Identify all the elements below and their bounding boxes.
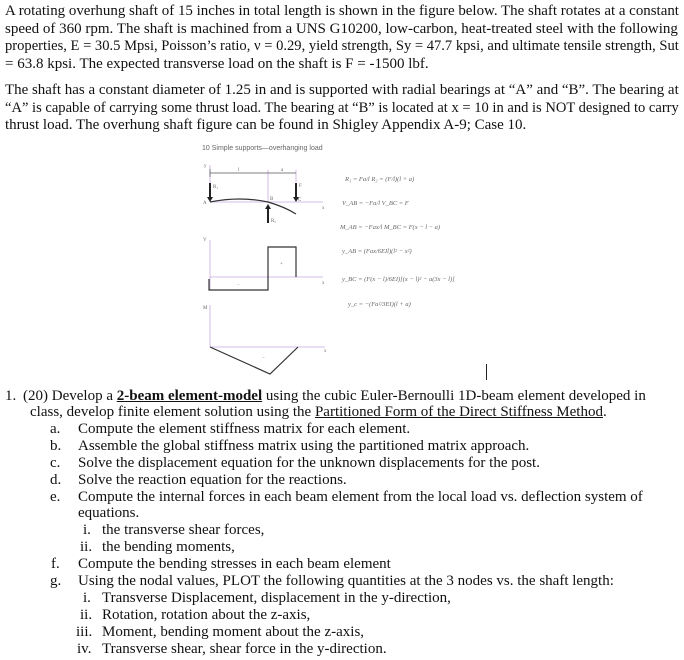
- force-label: F: [299, 184, 302, 189]
- item-e-text-cont: equations.: [78, 505, 140, 521]
- item-e-ii-text: the bending moments,: [102, 539, 235, 555]
- y-axis-label: y: [204, 164, 207, 169]
- length-l-label: l: [238, 168, 240, 173]
- intro-line-1: A rotating overhung shaft of 15 inches in total length is shown in the figure below. The shaft rotates at a constant: [5, 3, 679, 19]
- point-c-label: C: [298, 198, 302, 203]
- problem-points: (20): [23, 388, 48, 404]
- item-g-i-label: i.: [83, 590, 91, 606]
- item-g-iv-label: iv.: [77, 641, 92, 657]
- shear-diagram: [209, 247, 296, 290]
- intro-line-4: = 63.8 kpsi. The expected transverse load on the shaft is F = -1500 lbf.: [5, 56, 429, 72]
- item-e-i-label: i.: [83, 522, 91, 538]
- item-f-text: Compute the bending stresses in each beam element: [78, 556, 391, 572]
- formula-deflection-bc: y_BC = (F(x − l)/6EI)[(x − l)² − a(3x − l)]: [342, 276, 455, 283]
- problem-line-1: [23, 388, 646, 405]
- point-a-label: A: [203, 201, 207, 206]
- text: .: [602, 404, 607, 420]
- item-e-text: Compute the internal forces in each beam element from the local load vs. deflection system of: [78, 489, 643, 505]
- shear-x-label: x: [322, 281, 325, 286]
- formula-reactions: R₁ = Fa/l R₂ = (F/l)(l + a): [345, 176, 415, 183]
- item-d-label: d.: [50, 472, 62, 488]
- moment-minus-label: −: [262, 356, 265, 361]
- length-a-label: a: [281, 168, 284, 173]
- shigley-case-10-figure: [190, 140, 540, 390]
- support-line-1: The shaft has a constant diameter of 1.25 in and is supported with radial bearings at “A” and “B”. The bearing at: [5, 82, 679, 98]
- problem-number: 1.: [5, 388, 17, 404]
- formula-deflection-c: y_c = −(Fa²/3EI)(l + a): [348, 301, 411, 308]
- item-g-ii-label: ii.: [80, 607, 93, 623]
- bold-term: 2-beam element-model: [116, 388, 263, 404]
- item-e-ii-label: ii.: [80, 539, 93, 555]
- intro-line-2: speed of 360 rpm. The shaft is machined from a UNS G10200, low-carbon, heat-treated steel with the following: [5, 21, 678, 37]
- item-a-text: Compute the element stiffness matrix for each element.: [78, 421, 411, 437]
- item-g-ii-text: Rotation, rotation about the z-axis,: [102, 607, 311, 623]
- formula-deflection-ab: y_AB = (Fax/6EIl)(l² − x²): [342, 248, 412, 255]
- support-line-2: “A” is capable of carrying some thrust load. The bearing at “B” is located at x = 10 in and is NOT designed to carry: [5, 100, 679, 116]
- text-cursor: [486, 364, 487, 380]
- item-d-text: Solve the reaction equation for the reactions.: [78, 472, 347, 488]
- method-name: Partitioned Form of the Direct Stiffness Method: [314, 404, 603, 420]
- item-f-label: f.: [51, 556, 60, 572]
- arrow-heads: [207, 197, 299, 209]
- item-b-label: b.: [50, 438, 62, 454]
- formula-shear: V_AB = −Fa/l V_BC = F: [342, 200, 409, 207]
- point-b-label: B: [270, 197, 274, 202]
- moment-axis-label: M: [203, 306, 208, 311]
- item-c-text: Solve the displacement equation for the unknown displacements for the post.: [78, 455, 540, 471]
- deflected-beam: [210, 199, 296, 214]
- item-g-iv-text: Transverse shear, shear force in the y-direction.: [102, 641, 387, 657]
- shear-plus-label: +: [280, 262, 283, 267]
- r1-label: R₁: [213, 185, 219, 190]
- item-g-iii-label: iii.: [76, 624, 93, 640]
- text: Develop a: [51, 388, 117, 404]
- r2-label: R₂: [271, 219, 277, 224]
- moment-x-label: x: [324, 349, 327, 354]
- figure-title: 10 Simple supports—overhanging load: [202, 145, 323, 152]
- item-g-text: Using the nodal values, PLOT the following quantities at the 3 nodes vs. the shaft length:: [78, 573, 614, 589]
- text: using the cubic Euler-Bernoulli 1D-beam element developed in: [262, 388, 646, 404]
- x-axis-label: x: [322, 206, 325, 211]
- force-arrows: [210, 183, 296, 223]
- item-b-text: Assemble the global stiffness matrix using the partitioned matrix approach.: [78, 438, 530, 454]
- moment-diagram: [210, 347, 298, 374]
- text: class, develop finite element solution using the: [30, 404, 315, 420]
- shear-axis-label: V: [203, 238, 207, 243]
- item-g-label: g.: [50, 573, 62, 589]
- shear-minus-label: −: [237, 283, 240, 288]
- item-g-i-text: Transverse Displacement, displacement in the y-direction,: [102, 590, 451, 606]
- intro-line-3: properties, E = 30.5 Mpsi, Poisson’s ratio, ν = 0.29, yield strength, Sy = 47.7 kpsi, and ultimate tensile strength, Sut: [5, 38, 679, 54]
- item-a-label: a.: [50, 421, 61, 437]
- support-line-3: thrust load. The overhung shaft figure can be found in Shigley Appendix A-9; Case 10.: [5, 117, 527, 133]
- problem-line-2: [30, 404, 607, 421]
- item-e-i-text: the transverse shear forces,: [102, 522, 265, 538]
- item-g-iii-text: Moment, bending moment about the z-axis,: [102, 624, 365, 640]
- item-e-label: e.: [50, 489, 61, 505]
- formula-moment: M_AB = −Fax/l M_BC = F(x − l − a): [340, 224, 441, 231]
- item-c-label: c.: [50, 455, 61, 471]
